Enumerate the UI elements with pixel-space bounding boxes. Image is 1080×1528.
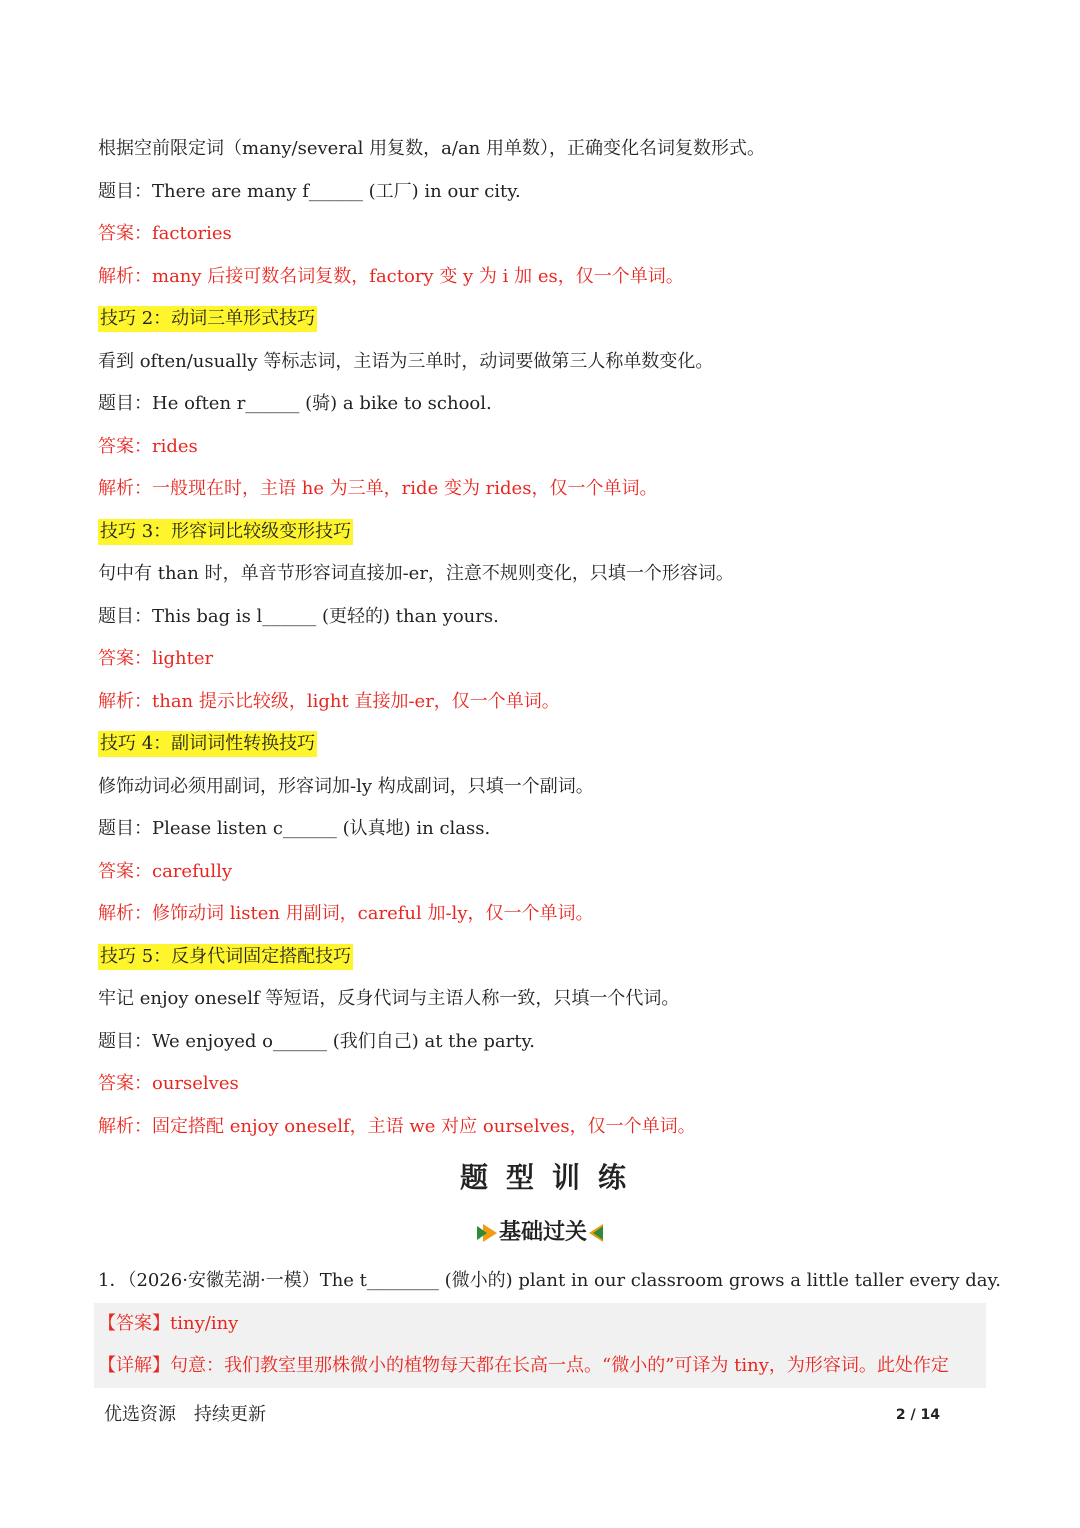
skill-heading (98, 511, 988, 554)
answer-line: 解析：固定搭配 enjoy oneself，主语 we 对应 ourselves，仅一个单词。 (98, 1115, 696, 1137)
tips-list (98, 128, 988, 1148)
answer-line: 答案：ourselves (98, 1073, 239, 1094)
text-line: 看到 often/usually 等标志词，主语为三单时，动词要做第三人称单数变化。 (98, 350, 714, 372)
skill-heading-text: 技巧 5：反身代词固定搭配技巧 (98, 944, 353, 970)
arrow-right-icon (483, 1224, 497, 1242)
skill-heading (98, 936, 988, 979)
text-line: 根据空前限定词（many/several 用复数，a/an 用单数），正确变化名词复数形式。 (98, 138, 765, 159)
answer-line: 解析：一般现在时，主语 he 为三单，ride 变为 rides，仅一个单词。 (98, 478, 658, 499)
sub-title (98, 1206, 988, 1260)
answer-line: 答案：lighter (98, 648, 214, 669)
answer-box (94, 1303, 986, 1388)
answer-line: 答案：rides (98, 435, 198, 457)
sub-title-text: 基础过关 (498, 1220, 587, 1245)
document-body (98, 128, 1001, 1388)
skill-heading-text: 技巧 3：形容词比较级变形技巧 (98, 519, 353, 545)
question-answer: 【答案】tiny/iny (98, 1312, 239, 1334)
answer-line: 解析：many 后接可数名词复数，factory 变 y 为 i 加 es，仅一个单词。 (98, 265, 684, 287)
text-line: 句中有 than 时，单音节形容词直接加-er，注意不规则变化，只填一个形容词。 (98, 563, 734, 584)
section-title: 题型训练 (459, 1161, 644, 1194)
text-line: 题目：There are many f______ (工厂) in our city. (98, 180, 521, 202)
text-line: 题目：We enjoyed o______ (我们自己) at the party. (98, 1030, 535, 1052)
text-line: 题目：He often r______ (骑) a bike to school. (98, 393, 492, 414)
text-line: 修饰动词必须用副词，形容词加-ly 构成副词，只填一个副词。 (98, 775, 594, 797)
page-footer (104, 1400, 940, 1430)
text-line: 牢记 enjoy oneself 等短语，反身代词与主语人称一致，只填一个代词。 (98, 988, 680, 1009)
skill-heading (98, 723, 988, 766)
skill-heading-text: 技巧 2：动词三单形式技巧 (98, 306, 317, 332)
text-line: 题目：This bag is l______ (更轻的) than yours. (98, 605, 499, 627)
answer-line: 解析：than 提示比较级，light 直接加-er，仅一个单词。 (98, 690, 560, 712)
arrow-left-icon (589, 1224, 603, 1242)
answer-line: 解析：修饰动词 listen 用副词，careful 加-ly，仅一个单词。 (98, 903, 594, 924)
text-line: 题目：Please listen c______ (认真地) in class. (98, 818, 491, 839)
skill-heading-text: 技巧 4：副词词性转换技巧 (98, 731, 317, 757)
question-detail: 【详解】句意：我们教室里那株微小的植物每天都在长高一点。“微小的”可译为 tiny，为形容词。此处作定 (98, 1355, 949, 1376)
answer-line: 答案：factories (98, 223, 232, 244)
skill-heading (98, 298, 988, 341)
answer-line: 答案：carefully (98, 860, 233, 882)
question-text: 1．（2026·安徽芜湖·一模）The t________ (微小的) plant in our classroom grows a little taller every day. (98, 1270, 1001, 1291)
footer-slogan: 优选资源 持续更新 (104, 1404, 266, 1425)
page-number: 2 / 14 (895, 1407, 940, 1423)
